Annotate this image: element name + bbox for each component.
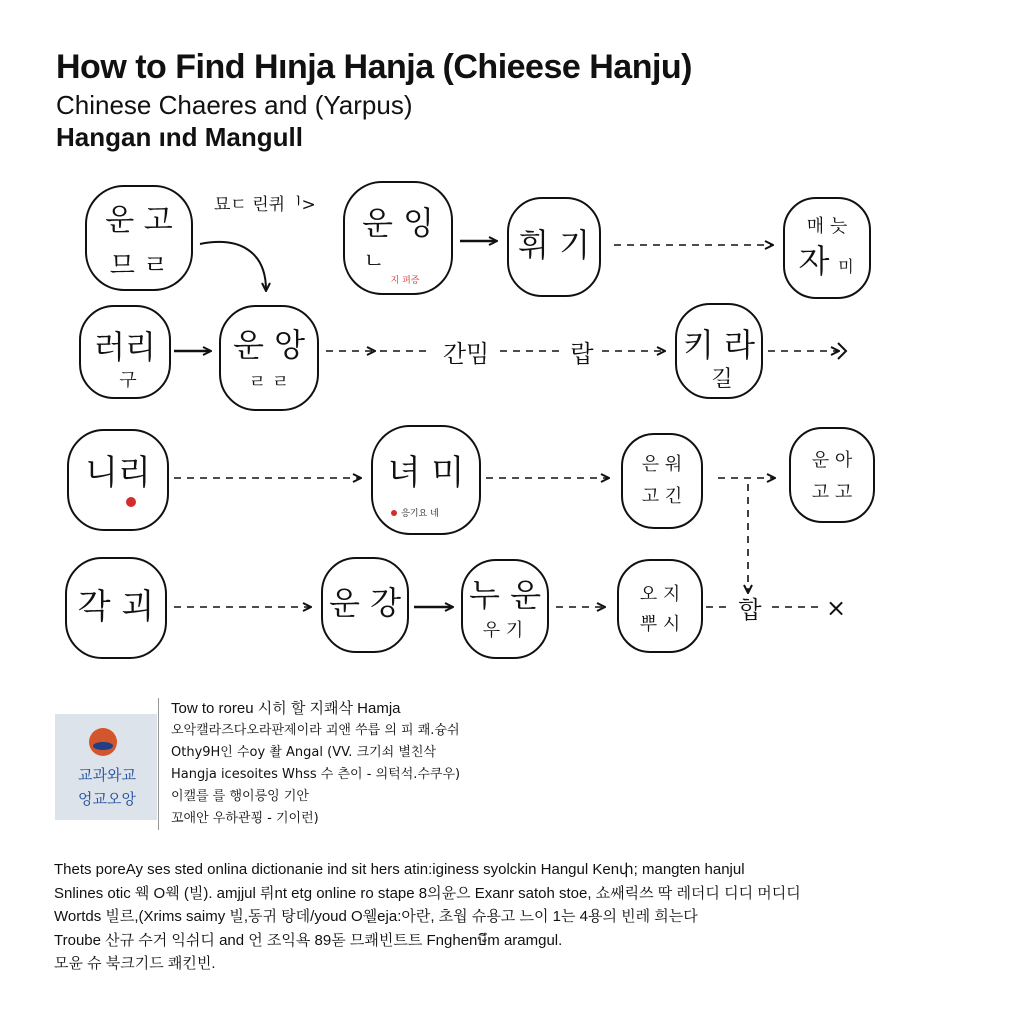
- page-title: How to Find Hınja Hanja (Chieese Hanju): [56, 48, 692, 86]
- legend-note-line: 오악캘라즈다오라판제이라 괴앤 쑤릅 의 피 쾌.슝쉬: [171, 723, 460, 738]
- node-n6-main: 운 앙: [233, 326, 305, 364]
- top-flow-label: 묘ㄷ 린퀴ᅵ>: [214, 195, 316, 215]
- node-n15-main: 오 지: [639, 584, 681, 605]
- node-n13: [322, 558, 408, 652]
- node-n10-main: 은 워: [641, 454, 683, 475]
- inline-label-mid3: 합: [738, 596, 762, 624]
- legend-notes: [158, 698, 460, 830]
- node-n12: [66, 558, 166, 658]
- node-n11-main: 운 아: [811, 450, 853, 471]
- node-n4-side: 미: [838, 257, 854, 276]
- red-dot-marker: [126, 497, 136, 507]
- node-n8-main: 니리: [85, 453, 151, 493]
- emblem-text-2: 엉교오앙: [78, 790, 136, 808]
- node-n2-main: 운 잉: [362, 204, 434, 242]
- node-n1: [86, 186, 192, 290]
- node-n2: [344, 182, 452, 294]
- node-n9: [372, 426, 480, 534]
- taegeuk-icon: [89, 728, 117, 756]
- node-n14-sub: 우 기: [482, 620, 524, 641]
- node-n4-top: 매 늣: [806, 216, 848, 237]
- node-n11-sub: 고 고: [811, 482, 853, 503]
- node-n12-main: 각 괴: [77, 587, 155, 627]
- paragraph-line: Wortds 빌르,(Xrims saimy 빌,동귀 탕데/youd O웰eja:아란, 초웝 슈용고 느이 1는 4용의 빈레 희는다: [54, 908, 698, 925]
- node-n14: [462, 560, 548, 658]
- node-n7: [676, 304, 762, 398]
- legend-note-line: 이캘를 를 행이릉잉 기안: [171, 789, 309, 804]
- node-n2-note: 지 펴증: [390, 276, 420, 286]
- description-paragraph: [54, 858, 801, 976]
- node-n1-sub: 므 ㄹ: [109, 251, 169, 281]
- node-n6: [220, 306, 318, 410]
- node-n10: [622, 434, 702, 528]
- node-n9-note: 응기요 네: [401, 509, 439, 519]
- emblem-text-1: 교과와교: [78, 766, 136, 784]
- arrow-curved: [200, 242, 266, 290]
- node-n5-sub: 구: [119, 370, 137, 391]
- node-n4: [784, 198, 870, 298]
- node-n5: [80, 306, 170, 398]
- inline-label-mid1: 간밈: [442, 340, 490, 368]
- paragraph-line: Troube 산규 수거 익쉬디 and 언 조익욕 89돋 므쾌빈트트 Fnghenษึm aramgul.: [54, 931, 563, 949]
- node-n10-sub: 고 긴: [641, 486, 683, 507]
- node-n4-main: 자: [798, 242, 830, 280]
- node-n6-sub: ㄹ ㄹ: [248, 372, 290, 393]
- node-n3-main: 휘 기: [518, 226, 590, 264]
- node-n1-main: 운 고: [105, 203, 173, 238]
- flag-emblem-image: [55, 714, 157, 820]
- node-n7-main: 키 라: [683, 326, 755, 364]
- node-n8: [68, 430, 168, 530]
- node-n2-sub: ㄴ: [363, 249, 385, 274]
- page-subtitle-secondary: Hangan ınd Mangull: [56, 122, 303, 152]
- legend-note-line: Othy9H인 수oy 촬 Angal (VV. 크기쇠 별친삭: [171, 745, 437, 760]
- paragraph-line: Snlines otic 웩 O웩 (빌). amjjul 뤼nt etg online ro stape 8의윤으 Exanr satoh stoe, 쇼쌔릭쓰 딱 레더디 디디 머디디: [54, 884, 801, 902]
- legend-note-line: Hangja icesoites Whss 수 츤이 - 의턱석.수쿠우): [171, 767, 461, 782]
- node-n5-main: 러리: [94, 328, 156, 366]
- node-n7-sub: 길: [711, 367, 733, 392]
- legend-note-line: 꼬애안 우하관꾕 - 기이런): [171, 811, 319, 826]
- node-n15: [618, 560, 702, 652]
- node-n13-main: 운 강: [329, 584, 401, 622]
- red-dot-marker: [391, 510, 397, 516]
- node-n15-sub: 뿌 시: [639, 614, 681, 635]
- node-n14-main: 누 운: [469, 576, 541, 614]
- node-n9-main: 녀 미: [387, 453, 465, 493]
- paragraph-line: Thets poreAy ses sted onlina dictionanie ind sit hers atin:iginess syolckin Hangul Kenփ; mangten hanjul: [54, 861, 745, 878]
- inline-label-mid2: 랍: [570, 340, 594, 368]
- page-subtitle: Chinese Chaeres and (Yarpus): [56, 90, 413, 120]
- paragraph-line: 모윤 슈 북크기드 쾌킨빈.: [54, 955, 216, 972]
- end-cross-mark: ×: [825, 594, 847, 622]
- arrow-head-extra: [838, 343, 846, 359]
- legend-note-line: Tow to roreu 시히 할 지쾌삭 Hamja: [171, 700, 401, 717]
- node-n11: [790, 428, 874, 522]
- node-n3: [508, 198, 600, 296]
- connectors: [174, 241, 846, 607]
